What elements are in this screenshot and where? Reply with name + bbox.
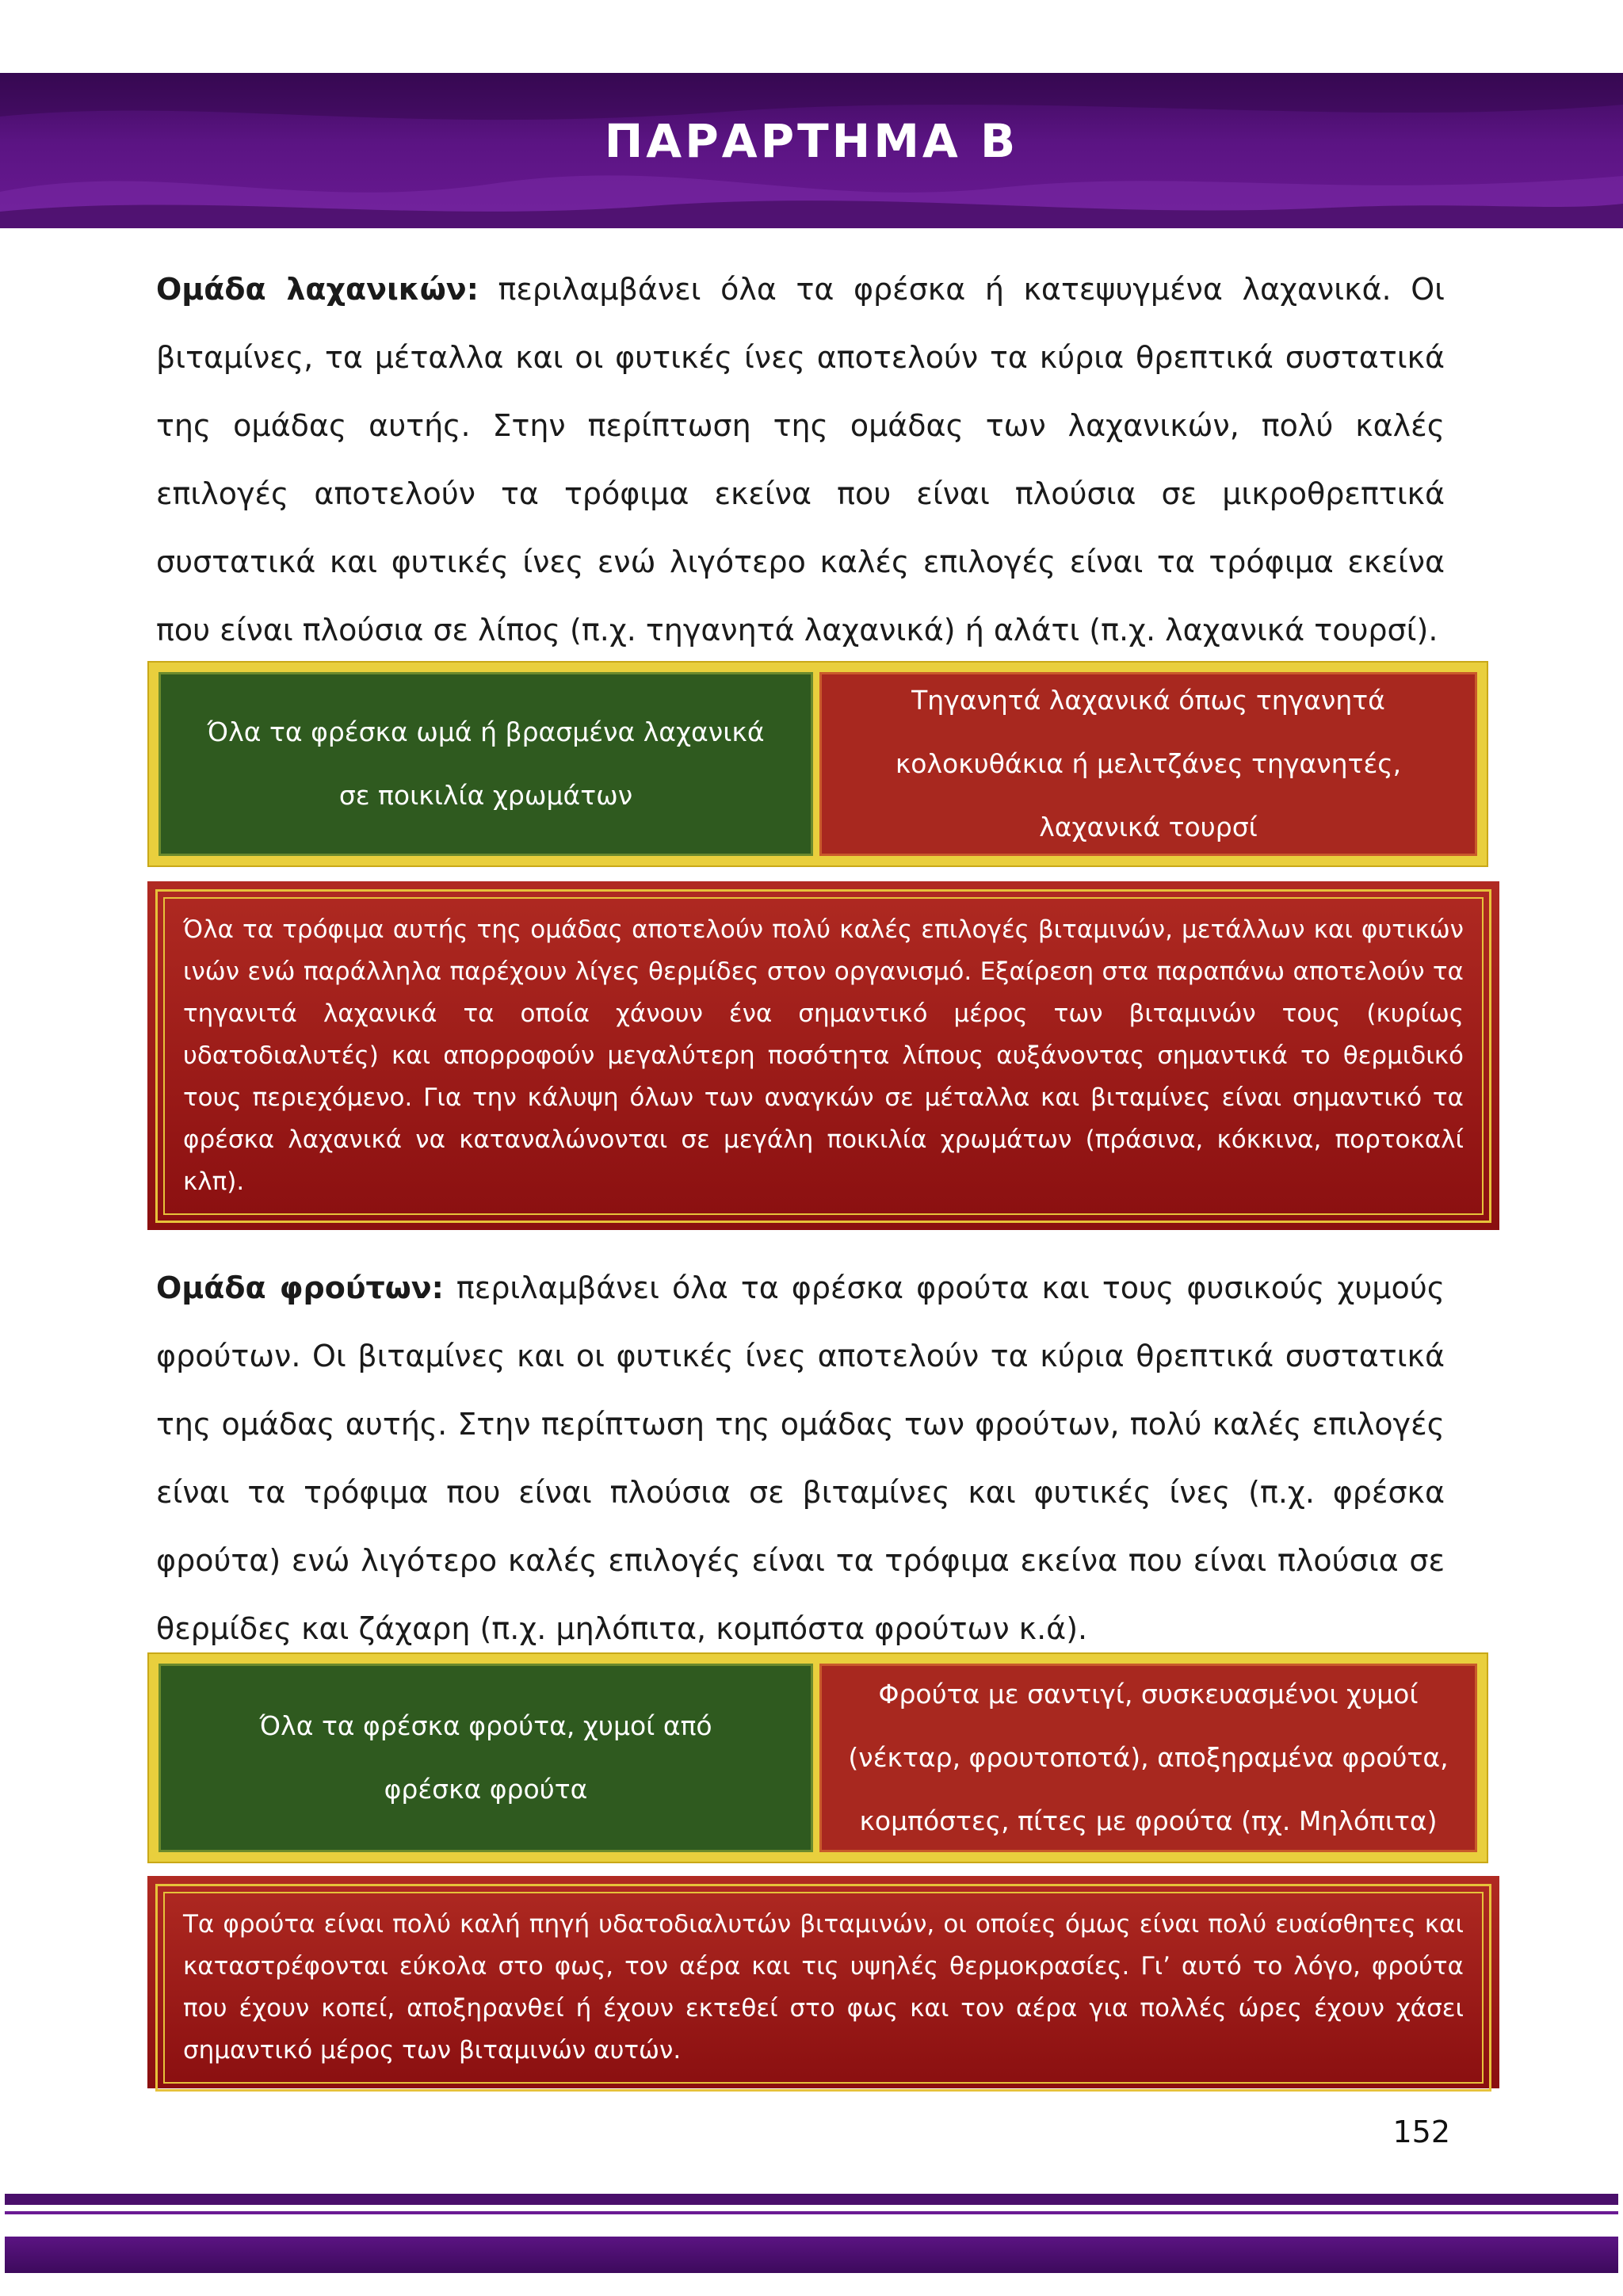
footer-band <box>5 2237 1618 2273</box>
fruits-note-text: Τα φρούτα είναι πολύ καλή πηγή υδατοδιαλυτών βιταμινών, οι οποίες όμως είναι πολύ ευαίσθητες και καταστρέφονται εύκολα στο φως, τον αέρα και τις υψηλές θερμοκρασίες. Γι’ αυτό το λόγο, φρούτα που έχουν κοπεί, αποξηρανθεί ή έχουν εκτεθεί στο φως και τον αέρα για πολλές ώρες έχουν χάσει σημαντικό μέρος των βιταμινών αυτών. <box>155 1884 1491 2092</box>
fruits-less-good-line-3: κομπόστες, πίτες με φρούτα (πχ. Μηλόπιτα) <box>859 1805 1438 1836</box>
vegetables-less-good-line-2: κολοκυθάκια ή μελιτζάνες τηγανητές, <box>895 748 1402 779</box>
vegetables-choices-frame <box>147 661 1488 867</box>
page-number: 152 <box>1392 2115 1450 2149</box>
vegetables-text: περιλαμβάνει όλα τα φρέσκα ή κατεψυγμένα λαχανικά. Οι βιταμίνες, τα μέταλλα και οι φυτικές ίνες αποτελούν τα κύρια θρεπτικά συστατικά της ομάδας αυτής. Στην περίπτωση της ομάδας των λαχανικών, πολύ καλές επιλογές αποτελούν τα τρόφιμα εκείνα που είναι πλούσια σε μικροθρεπτικά συστατικά και φυτικές ίνες ενώ λιγότερο καλές επιλογές είναι τα τρόφιμα εκείνα που είναι πλούσια σε λίπος (π.χ. τηγανητά λαχανικά) ή αλάτι (π.χ. λαχανικά τουρσί). <box>156 272 1445 648</box>
vegetables-good-line-2: σε ποικιλία χρωμάτων <box>338 780 633 811</box>
fruits-choices-frame <box>147 1652 1488 1863</box>
fruits-note-box <box>147 1876 1499 2088</box>
fruits-less-good-choices <box>819 1664 1477 1852</box>
fruits-good-choices <box>158 1664 813 1852</box>
vegetables-less-good-choices <box>819 672 1477 856</box>
fruits-good-line-1: Όλα τα φρέσκα φρούτα, χυμοί από <box>259 1710 712 1741</box>
fruits-less-good-line-1: Φρούτα με σαντιγί, συσκευασμένοι χυμοί <box>878 1679 1419 1710</box>
footer-rule-thin <box>5 2211 1618 2214</box>
vegetables-note-text: Όλα τα τρόφιμα αυτής της ομάδας αποτελούν πολύ καλές επιλογές βιταμινών, μετάλλων και φυτικών ινών ενώ παράλληλα παρέχουν λίγες θερμίδες στον οργανισμό. Εξαίρεση στα παραπάνω αποτελούν τα τηγανιτά λαχανικά τα οποία χάνουν ένα σημαντικό μέρος των βιταμινών τους (κυρίως υδατοδιαλυτές) και απορροφούν μεγαλύτερη ποσότητα λίπους αυξάνοντας σημαντικά το θερμιδικό τους περιεχόμενο. Για την κάλυψη όλων των αναγκών σε μέταλλα και βιταμίνες είναι σημαντικό τα φρέσκα λαχανικά να καταναλώνονται σε μεγάλη ποικιλία χρωμάτων (πράσινα, κόκκινα, πορτοκαλί κλπ). <box>155 889 1491 1223</box>
fruits-text: περιλαμβάνει όλα τα φρέσκα φρούτα και τους φυσικούς χυμούς φρούτων. Οι βιταμίνες και οι φυτικές ίνες αποτελούν τα κύρια θρεπτικά συστατικά της ομάδας αυτής. Στην περίπτωση της ομάδας των φρούτων, πολύ καλές επιλογές είναι τα τρόφιμα που είναι πλούσια σε βιταμίνες και φυτικές ίνες (π.χ. φρέσκα φρούτα) ενώ λιγότερο καλές επιλογές είναι τα τρόφιμα εκείνα που είναι πλούσια σε θερμίδες και ζάχαρη (π.χ. μηλόπιτα, κομπόστα φρούτων κ.ά). <box>156 1270 1445 1646</box>
vegetables-paragraph <box>156 255 1445 664</box>
page-title: ΠΑΡΑΡΤΗΜΑ Β <box>604 114 1019 168</box>
header-banner <box>0 73 1623 228</box>
vegetables-good-choices <box>158 672 813 856</box>
fruits-heading: Ομάδα φρούτων: <box>156 1270 444 1305</box>
vegetables-less-good-line-3: λαχανικά τουρσί <box>1039 812 1258 842</box>
fruits-good-line-2: φρέσκα φρούτα <box>384 1774 588 1805</box>
vegetables-less-good-line-1: Τηγανητά λαχανικά όπως τηγανητά <box>911 685 1385 716</box>
fruits-paragraph <box>156 1254 1445 1663</box>
fruits-less-good-line-2: (νέκταρ, φρουτοποτά), αποξηραμένα φρούτα, <box>848 1742 1449 1773</box>
vegetables-heading: Ομάδα λαχανικών: <box>156 272 479 307</box>
vegetables-good-line-1: Όλα τα φρέσκα ωμά ή βρασμένα λαχανικά <box>207 716 765 747</box>
vegetables-note-box <box>147 881 1499 1230</box>
footer-rule-thick <box>5 2194 1618 2205</box>
